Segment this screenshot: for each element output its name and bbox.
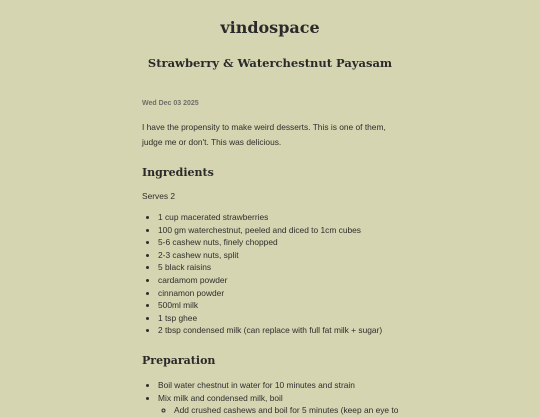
ingredients-list xyxy=(142,211,402,337)
ingredient-item: • 2-3 cashew nuts, split xyxy=(158,249,402,262)
site-title-link[interactable]: vindospace xyxy=(220,18,320,37)
post-date: Wed Dec 03 2025 xyxy=(142,100,199,107)
ingredients-heading: Ingredients xyxy=(142,166,214,179)
preparation-step: • Boil water chestnut in water for 10 minutes and strain xyxy=(158,379,402,392)
ingredient-item: • 1 tsp ghee xyxy=(158,312,402,325)
preparation-substeps-list xyxy=(158,404,402,417)
ingredient-item: • 5-6 cashew nuts, finely chopped xyxy=(158,236,402,249)
preparation-substep: ◦ Add crushed cashews and boil for 5 minutes (keep an eye to xyxy=(174,404,402,417)
ingredient-item: • 5 black raisins xyxy=(158,261,402,274)
post-title: Strawberry & Waterchestnut Payasam xyxy=(147,56,393,70)
ingredient-item: • 100 gm waterchestnut, peeled and diced to 1cm cubes xyxy=(158,224,402,237)
ingredient-item: • 500ml milk xyxy=(158,299,402,312)
ingredient-item: • 1 cup macerated strawberries xyxy=(158,211,402,224)
preparation-steps-list xyxy=(142,379,402,417)
ingredient-item: • 2 tbsp condensed milk (can replace with full fat milk + sugar) xyxy=(158,324,402,337)
preparation-step-text: Mix milk and condensed milk, boil xyxy=(158,392,283,403)
ingredient-item: • cinnamon powder xyxy=(158,287,402,300)
preparation-step xyxy=(158,392,402,417)
ingredient-item: • cardamom powder xyxy=(158,274,402,287)
post-content xyxy=(142,100,402,417)
post-intro: I have the propensity to make weird desserts. This is one of them, judge me or don't. This was delicious. xyxy=(142,122,386,147)
preparation-heading: Preparation xyxy=(142,353,216,367)
serves-text: Serves 2 xyxy=(142,191,176,201)
